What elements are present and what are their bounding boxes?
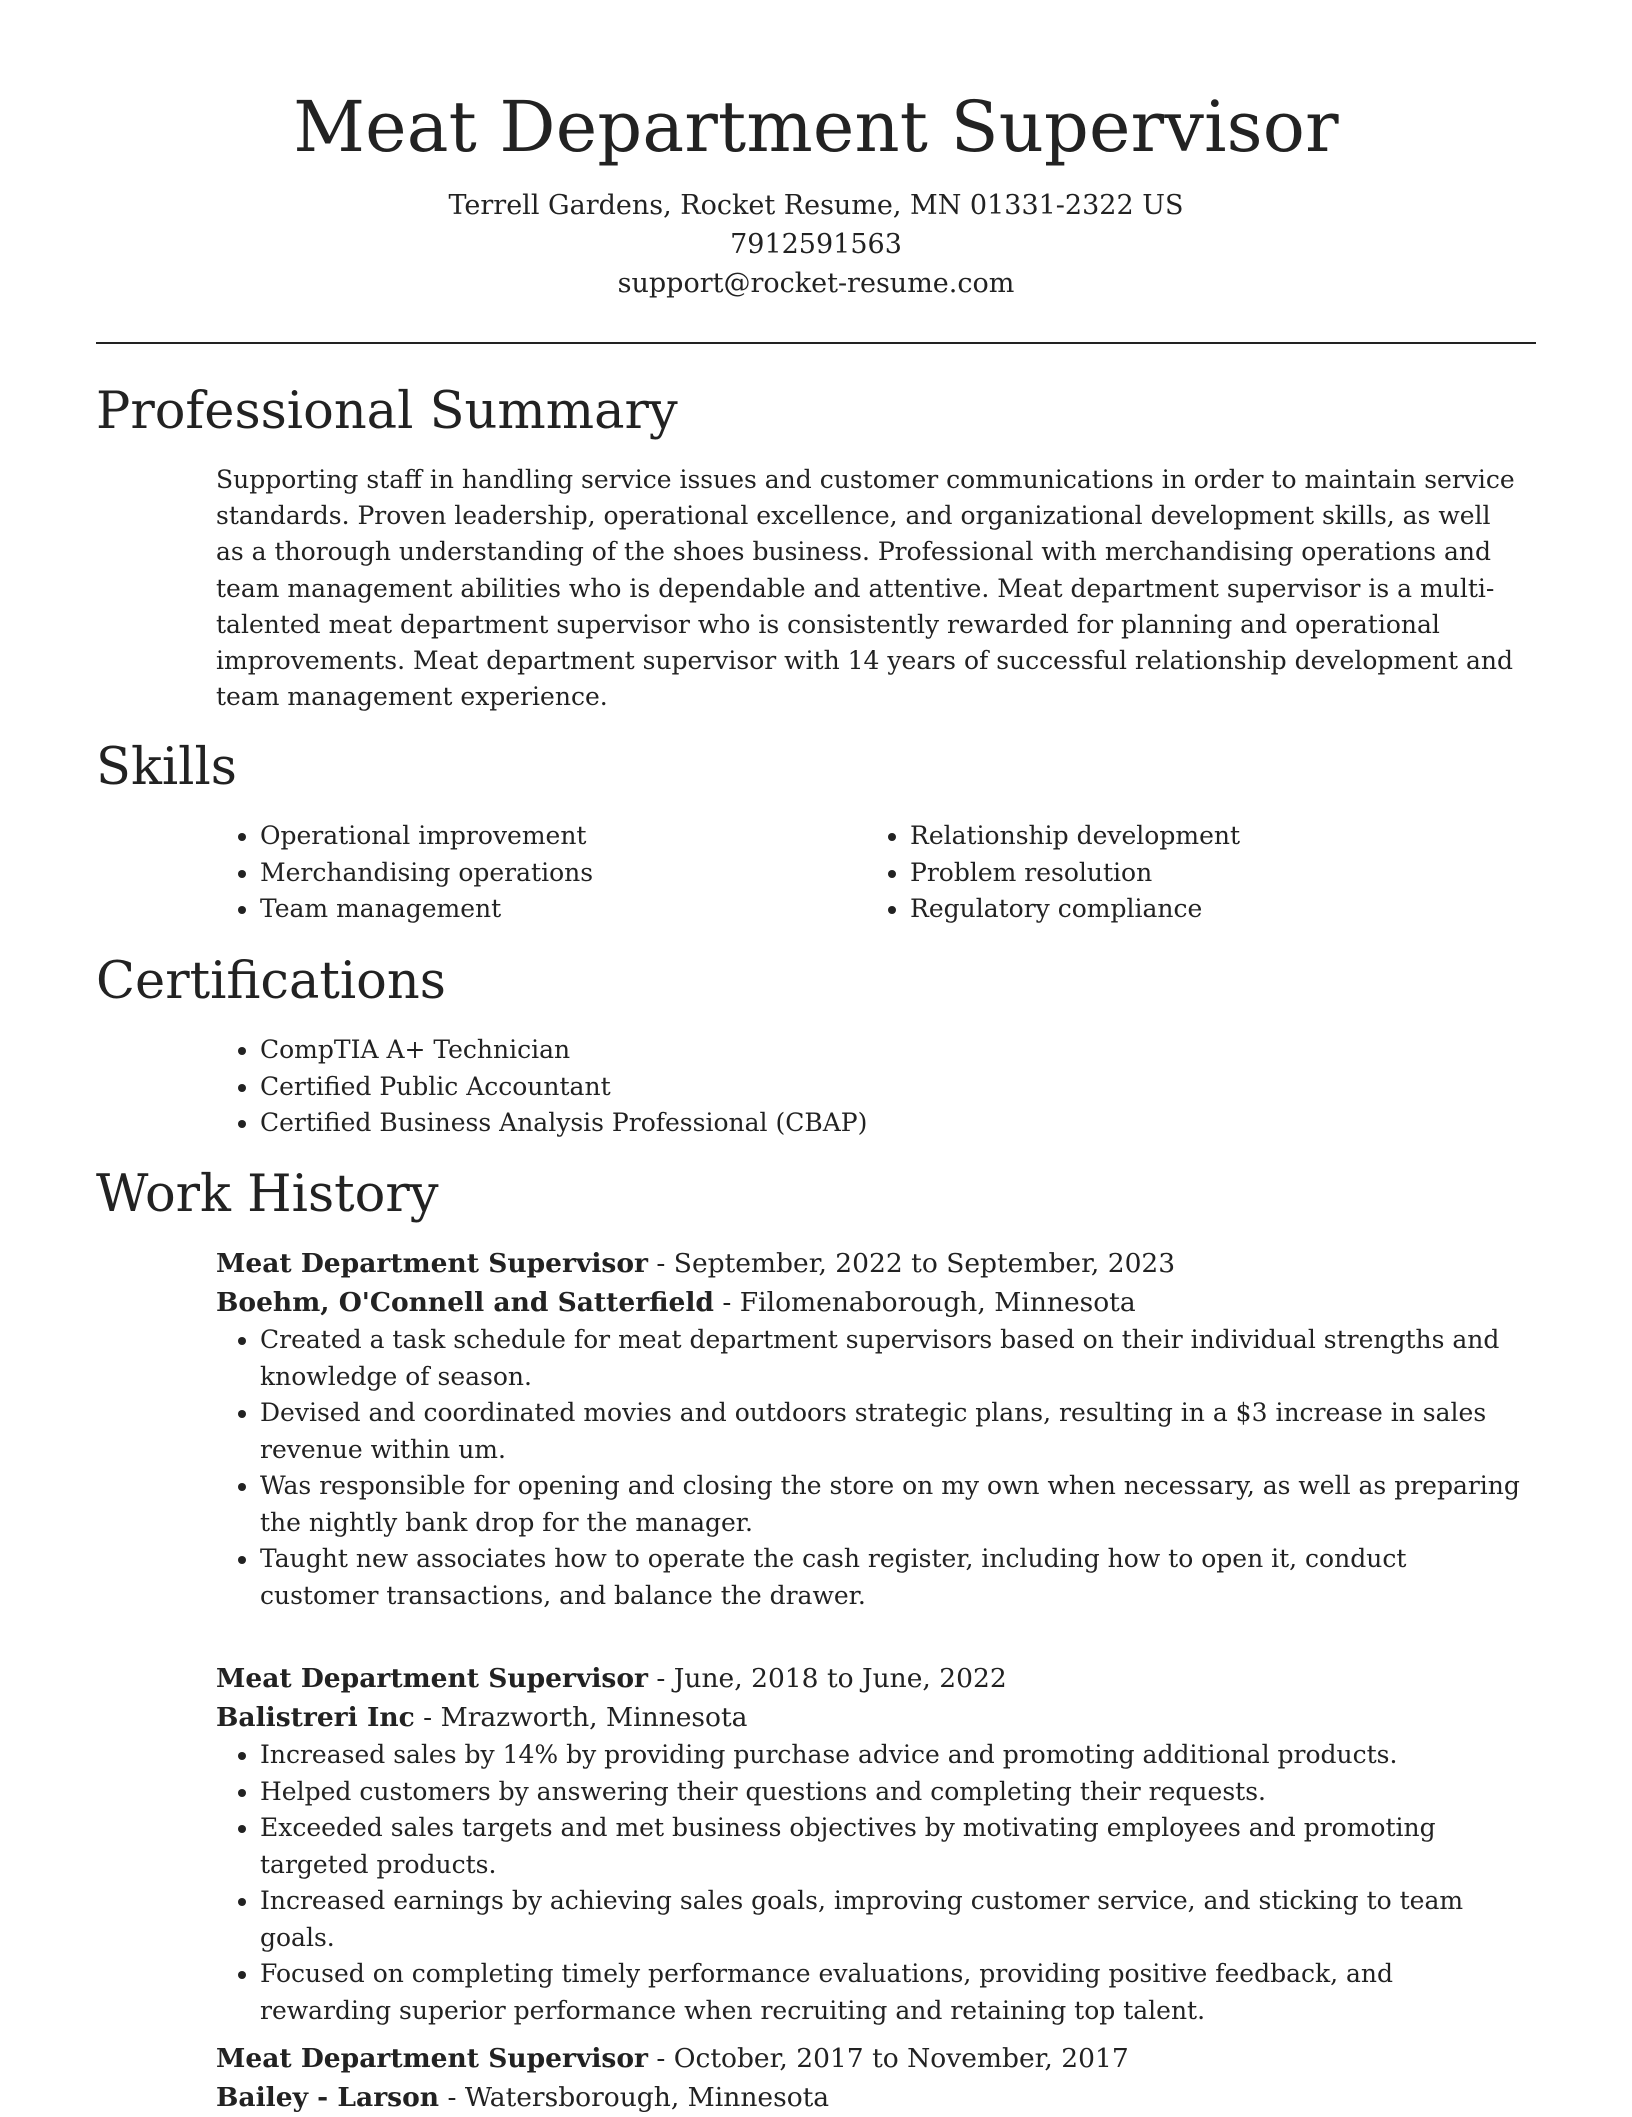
skill-item: • Relationship development: [910, 818, 1506, 855]
duty-item: • Created a task schedule for meat department supervisors based on their individual strengths and knowledge of season.: [260, 1322, 1526, 1395]
job-location: Watersborough, Minnesota: [464, 2082, 830, 2113]
duty-item: • Increased earnings by achieving sales goals, improving customer service, and sticking to team goals.: [260, 1883, 1526, 1956]
separator: -: [414, 1702, 441, 1733]
duty-item: • Devised and coordinated movies and outdoors strategic plans, resulting in a $3 increase in sales revenue within um.: [260, 1395, 1526, 1468]
skill-item: • Problem resolution: [910, 855, 1506, 892]
skills-column-left: [216, 818, 856, 928]
certification-item: • Certified Business Analysis Professional (CBAP): [260, 1105, 1516, 1142]
summary-text: Supporting staff in handling service issues and customer communications in order to maintain service standards. Proven leadership, operational excellence, and organizational development skills, as well as a thorough understanding of the shoes business. Professional with merchandising operations and team management abilities who is dependable and attentive. Meat department supervisor is a multi-talented meat department supervisor who is consistently rewarded for planning and operational improvements. Meat department supervisor with 14 years of successful relationship development and team management experience.: [216, 465, 1515, 712]
job-location: Filomenaborough, Minnesota: [739, 1287, 1136, 1318]
skills-heading: Skills: [96, 738, 237, 797]
job-duties: [216, 1322, 1526, 1614]
job-location: Mrazworth, Minnesota: [440, 1702, 748, 1733]
job-company-line: [216, 2078, 1526, 2117]
job-company-line: [216, 1283, 1526, 1322]
candidate-name: Meat Department Supervisor: [293, 86, 1339, 168]
work-history-heading: Work History: [96, 1165, 439, 1224]
duty-item: • Helped customers by answering their questions and completing their requests.: [260, 1774, 1526, 1811]
resume-header: [0, 0, 1632, 303]
summary-heading: Professional Summary: [96, 382, 678, 441]
job-dates: September, 2022 to September, 2023: [673, 1248, 1176, 1279]
certification-item: • CompTIA A+ Technician: [260, 1032, 1516, 1069]
contact-phone: 7912591563: [730, 229, 902, 260]
duty-item: • Focused on completing timely performance evaluations, providing positive feedback, and rewarding superior performance when recruiting and retaining top talent.: [260, 1956, 1526, 2029]
separator: -: [713, 1287, 740, 1318]
skill-item: • Team management: [260, 891, 856, 928]
contact-address: Terrell Gardens, Rocket Resume, MN 01331-2322 US: [448, 190, 1184, 221]
job-title-line: [216, 1659, 1526, 1698]
job-title: Meat Department Supervisor: [216, 2043, 648, 2074]
skill-item: • Operational improvement: [260, 818, 856, 855]
job-entry: [216, 2039, 1526, 2117]
job-entry: [216, 1659, 1526, 2029]
job-entry: [216, 1244, 1526, 1614]
contact-block: [0, 186, 1632, 303]
separator: -: [439, 2082, 465, 2113]
certification-item: • Certified Public Accountant: [260, 1069, 1516, 1106]
certifications-list: [216, 1032, 1516, 1142]
separator: -: [647, 1248, 674, 1279]
job-company: Bailey - Larson: [216, 2082, 440, 2113]
job-company: Balistreri Inc: [216, 1702, 415, 1733]
job-company: Boehm, O'Connell and Satterfield: [216, 1287, 714, 1318]
job-title: Meat Department Supervisor: [216, 1663, 648, 1694]
duty-item: • Was responsible for opening and closing the store on my own when necessary, as well as preparing the nightly bank drop for the manager.: [260, 1468, 1526, 1541]
duty-item: • Increased sales by 14% by providing purchase advice and promoting additional products.: [260, 1737, 1526, 1774]
contact-email: support@rocket-resume.com: [617, 268, 1015, 299]
job-title: Meat Department Supervisor: [216, 1248, 648, 1279]
job-title-line: [216, 2039, 1526, 2078]
duty-item: • Exceeded sales targets and met business objectives by motivating employees and promoting targeted products.: [260, 1810, 1526, 1883]
skill-item: • Regulatory compliance: [910, 891, 1506, 928]
job-dates: October, 2017 to November, 2017: [673, 2043, 1129, 2074]
job-dates: June, 2018 to June, 2022: [673, 1663, 1007, 1694]
job-duties: [216, 1737, 1526, 2029]
job-company-line: [216, 1698, 1526, 1737]
duty-item: • Taught new associates how to operate the cash register, including how to open it, conduct customer transactions, and balance the drawer.: [260, 1541, 1526, 1614]
job-title-line: [216, 1244, 1526, 1283]
certifications-heading: Certifications: [96, 952, 446, 1011]
skill-item: • Merchandising operations: [260, 855, 856, 892]
separator: -: [647, 1663, 674, 1694]
skills-column-right: [866, 818, 1506, 928]
header-divider: [96, 342, 1536, 344]
separator: -: [647, 2043, 674, 2074]
